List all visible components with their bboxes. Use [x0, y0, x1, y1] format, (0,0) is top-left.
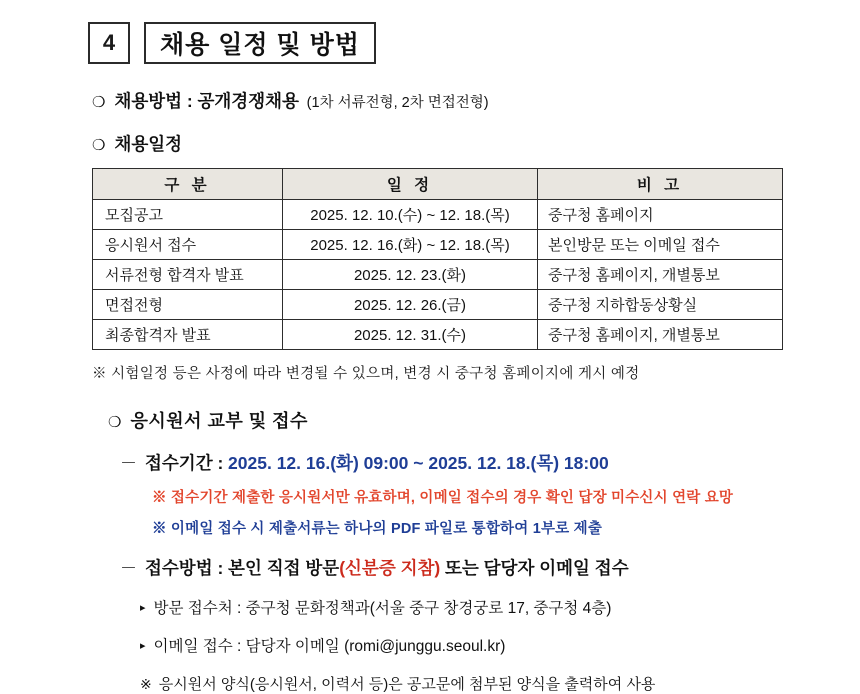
- application-method-value-pre: 본인 직접 방문: [228, 558, 340, 578]
- application-item-visit: [140, 596, 860, 618]
- application-period-label: 접수기간 :: [145, 453, 224, 473]
- application-section-title: 응시원서 교부 및 접수: [130, 411, 308, 431]
- application-period-row: [120, 449, 860, 475]
- table-row: [93, 230, 783, 260]
- section-heading: [88, 22, 860, 64]
- application-item-email: [140, 634, 860, 656]
- application-period-value: 2025. 12. 16.(화) 09:00 ~ 2025. 12. 18.(목) 18:00: [228, 453, 609, 473]
- recruit-method-value: 공개경쟁채용: [197, 91, 299, 111]
- section-title: 채용 일정 및 방법: [160, 31, 360, 59]
- table-cell-category: 면접전형: [93, 290, 283, 320]
- circle-bullet-icon: ❍: [108, 414, 122, 431]
- recruit-schedule-row: [92, 131, 860, 156]
- application-blue-note: ※ 이메일 접수 시 제출서류는 하나의 PDF 파일로 통합하여 1부로 제출: [152, 521, 603, 537]
- table-cell-date: 2025. 12. 26.(금): [283, 290, 538, 320]
- table-cell-note: 본인방문 또는 이메일 접수: [538, 230, 783, 260]
- star-bullet-icon: ※: [140, 676, 152, 692]
- table-header-cell: 구 분: [93, 169, 283, 200]
- application-method-value-highlight: (신분증 지참): [339, 558, 441, 578]
- application-footer-note-text: 응시원서 양식(응시원서, 이력서 등)은 공고문에 첨부된 양식을 출력하여 사용: [158, 676, 656, 693]
- recruit-method-label: 채용방법 :: [114, 91, 193, 111]
- application-method-value-post: 또는 담당자 이메일 접수: [444, 558, 629, 578]
- table-row: [93, 200, 783, 230]
- table-row: [93, 320, 783, 350]
- table-cell-note: 중구청 홈페이지, 개별통보: [538, 320, 783, 350]
- table-header-cell: 일 정: [283, 169, 538, 200]
- document-page: [0, 22, 860, 693]
- table-cell-date: 2025. 12. 16.(화) ~ 12. 18.(목): [283, 230, 538, 260]
- table-row: [93, 260, 783, 290]
- schedule-table: [92, 168, 783, 350]
- recruit-method-note: (1차 서류전형, 2차 면접전형): [306, 95, 489, 111]
- application-item-visit-text: 방문 접수처 : 중구청 문화정책과(서울 중구 창경궁로 17, 중구청 4층): [153, 600, 612, 617]
- application-method-label: 접수방법 :: [145, 558, 224, 578]
- table-header-row: [93, 169, 783, 200]
- table-header-cell: 비 고: [538, 169, 783, 200]
- section-title-box: [144, 22, 376, 64]
- application-red-note: ※ 접수기간 제출한 응시원서만 유효하며, 이메일 접수의 경우 확인 답장 미수신시 연락 요망: [152, 490, 734, 506]
- table-cell-note: 중구청 홈페이지, 개별통보: [538, 260, 783, 290]
- table-row: [93, 290, 783, 320]
- circle-bullet-icon: ❍: [92, 137, 106, 154]
- table-cell-date: 2025. 12. 23.(화): [283, 260, 538, 290]
- section-number: 4: [88, 22, 130, 64]
- application-section-heading: [108, 407, 860, 433]
- dash-bullet-icon: －: [120, 454, 137, 473]
- table-footnote: ※ 시험일정 등은 사정에 따라 변경될 수 있으며, 변경 시 중구청 홈페이지에 게시 예정: [92, 366, 640, 382]
- table-cell-category: 모집공고: [93, 200, 283, 230]
- table-cell-category: 응시원서 접수: [93, 230, 283, 260]
- table-cell-category: 서류전형 합격자 발표: [93, 260, 283, 290]
- triangle-bullet-icon: ▸: [140, 640, 146, 652]
- triangle-bullet-icon: ▸: [140, 602, 146, 614]
- application-method-row: [120, 554, 860, 580]
- table-cell-date: 2025. 12. 10.(수) ~ 12. 18.(목): [283, 200, 538, 230]
- table-cell-date: 2025. 12. 31.(수): [283, 320, 538, 350]
- dash-bullet-icon: －: [120, 559, 137, 578]
- circle-bullet-icon: ❍: [92, 94, 106, 111]
- table-cell-note: 중구청 홈페이지: [538, 200, 783, 230]
- table-cell-note: 중구청 지하합동상황실: [538, 290, 783, 320]
- recruit-schedule-label: 채용일정: [114, 134, 183, 154]
- table-cell-category: 최종합격자 발표: [93, 320, 283, 350]
- application-footer-note: [140, 673, 860, 694]
- recruit-method-row: [92, 88, 860, 113]
- application-item-email-text: 이메일 접수 : 담당자 이메일 (romi@junggu.seoul.kr): [153, 638, 506, 655]
